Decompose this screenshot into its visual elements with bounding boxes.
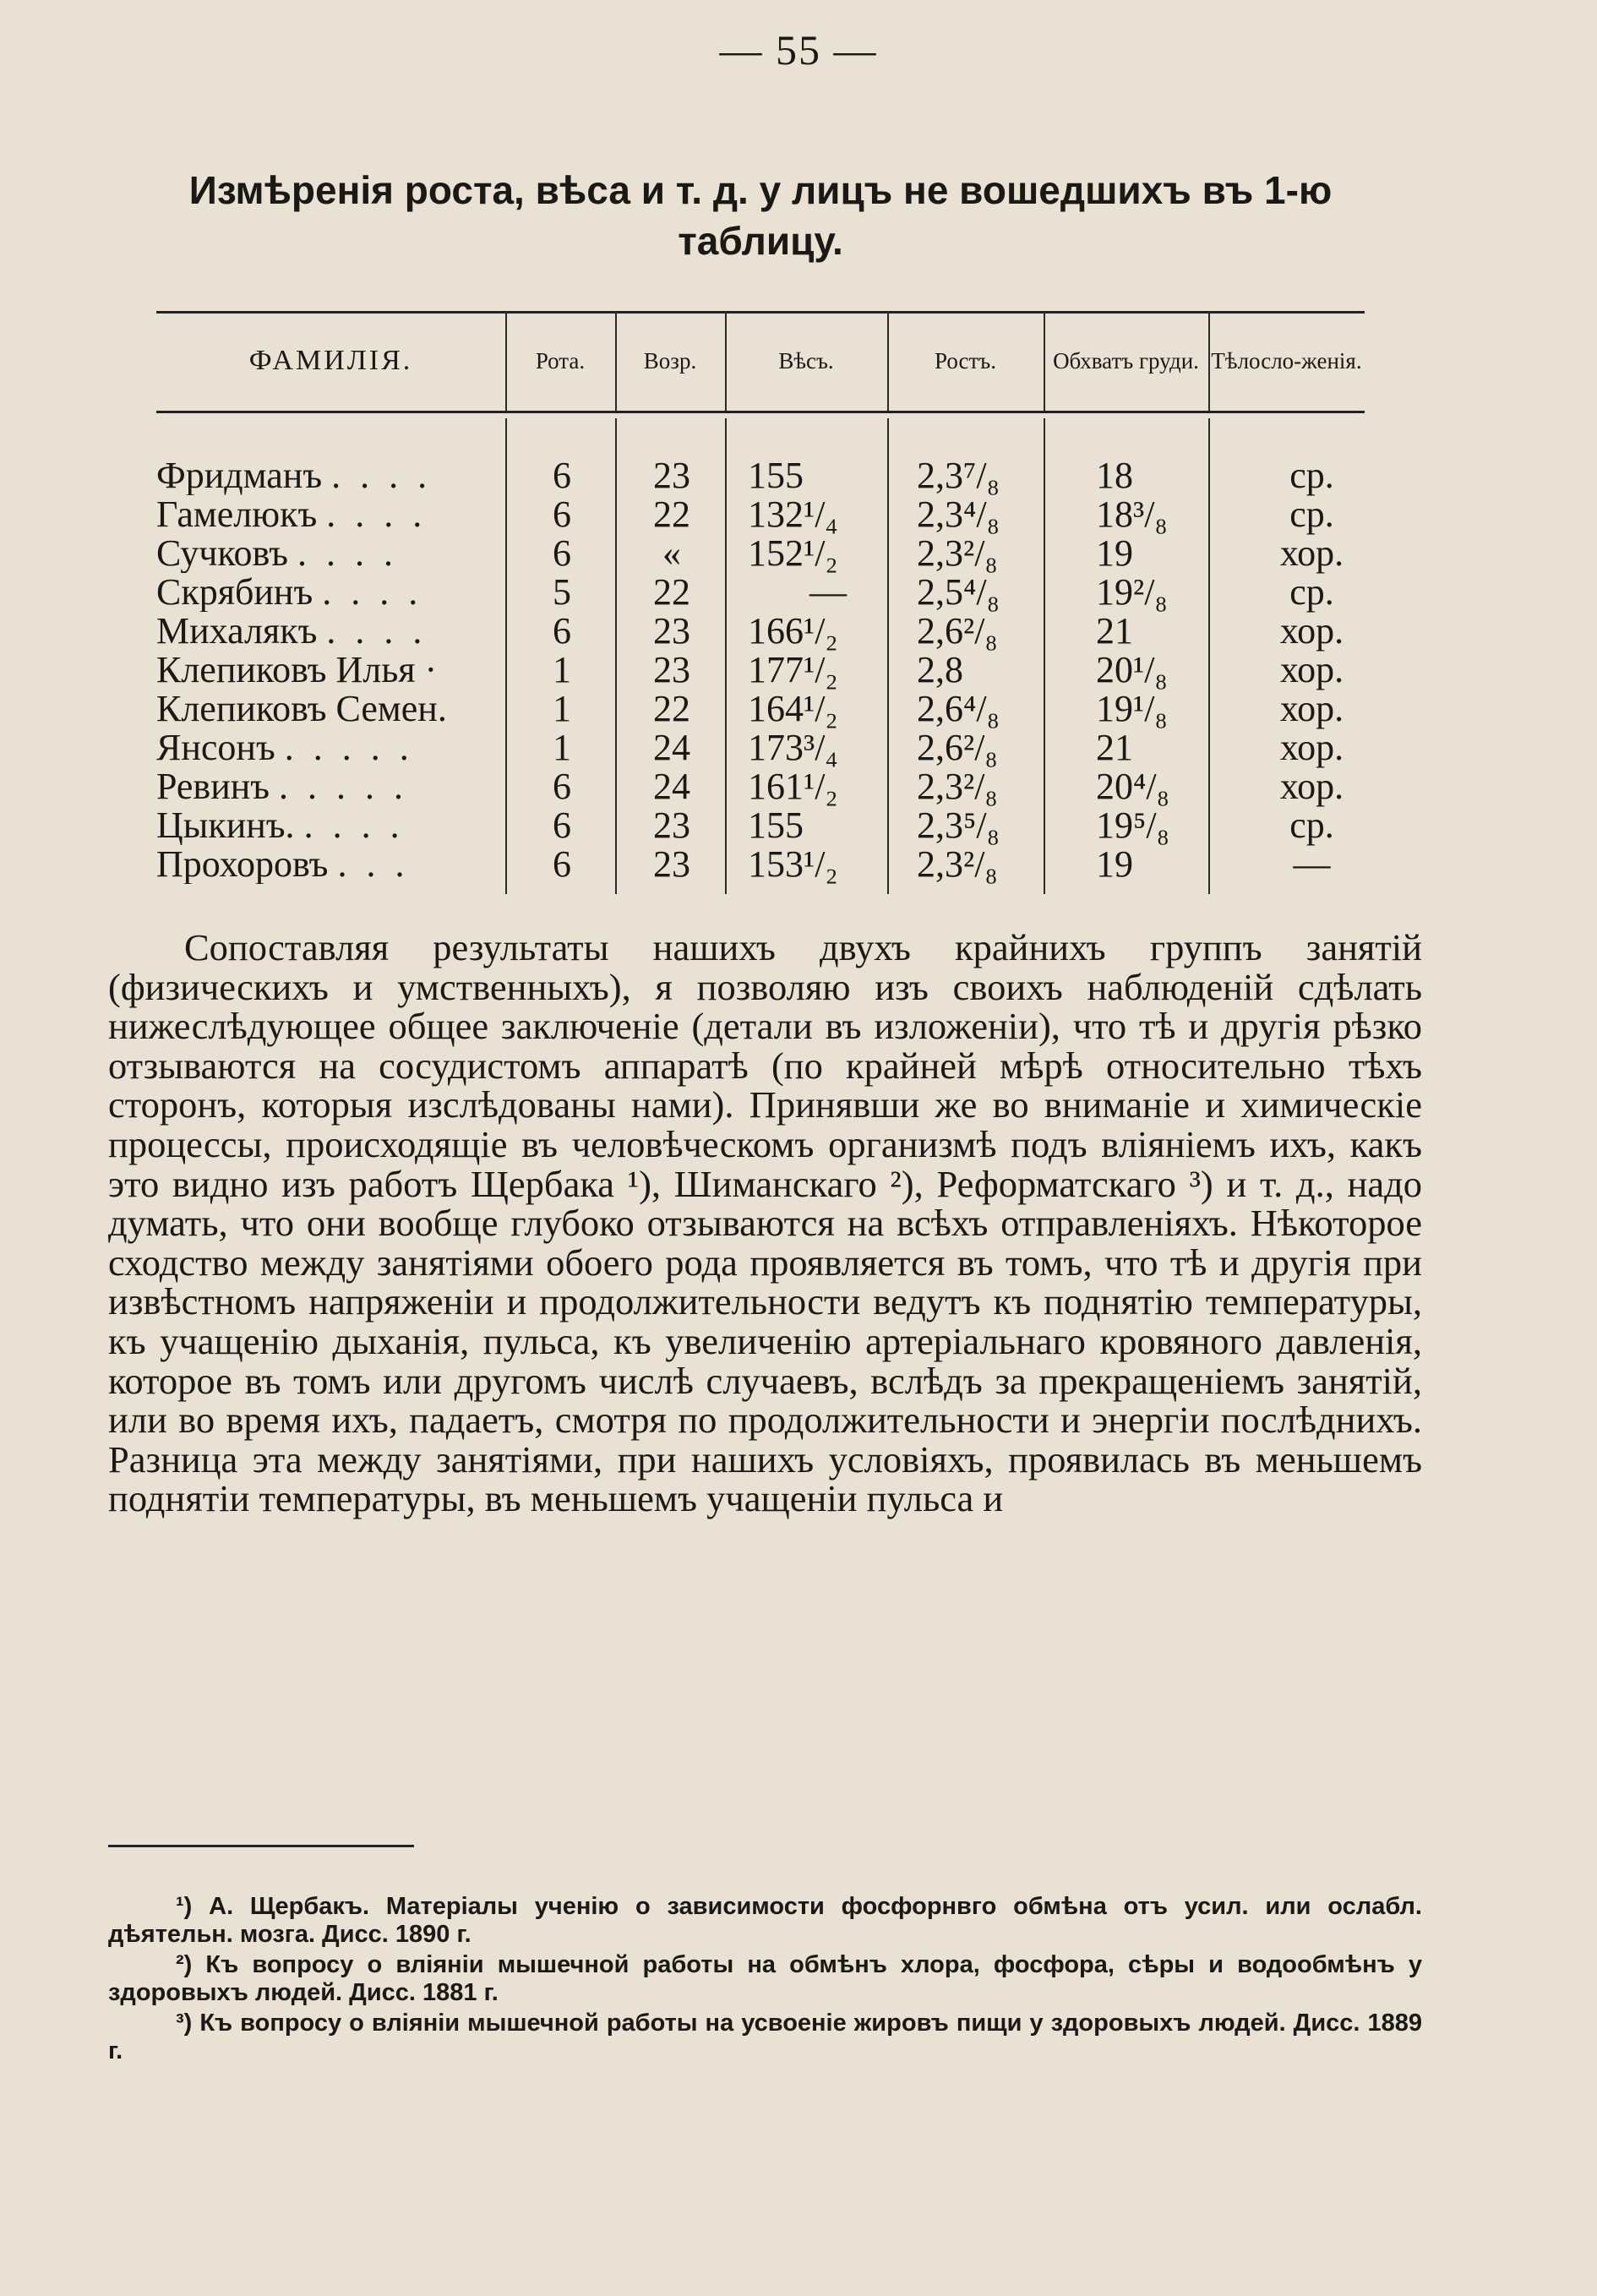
table-row — [156, 806, 1365, 845]
chest-cell: 19⁵/₈ — [1096, 804, 1169, 846]
table-row — [156, 573, 1365, 612]
surname-cell: Михалякъ . . . . — [156, 612, 428, 651]
table-row — [156, 651, 1365, 690]
build-cell: хор. — [1279, 649, 1344, 690]
chest-cell: 19 — [1096, 532, 1133, 574]
paragraph-text: Сопоставляя результаты нашихъ двухъ крайнихъ группъ занятій (физическихъ и умственныхъ), я позволяю изъ своихъ наблюденій сдѣлать нижеслѣдующее общее заключеніе (детали въ изложеніи), что тѣ и другія рѣзко отзываются на сосудистомъ аппаратѣ (по крайней мѣрѣ относительно тѣхъ сторонъ, которыя изслѣдованы нами). Принявши же во вниманіе и химическіе процессы, происходящіе въ человѣческомъ организмѣ подъ вліяніемъ ихъ, какъ это видно изъ работъ Щербака ¹), Шиманскаго ²), Реформатскаго ³) и т. д., надо думать, что они вообще глубоко отзываются на всѣхъ отправленіяхъ. Нѣкоторое сходство между занятіями обоего рода проявляется въ томъ, что тѣ и другія при извѣстномъ напряженіи и продолжительности ведутъ къ поднятію температуры, къ учащенію дыханія, пульса, къ увеличенію артеріальнаго кровяного давленія, которое въ томъ или другомъ числѣ случаевъ, вслѣдъ за прекращеніемъ занятій, или во время ихъ, падаетъ, смотря по продолжительности и энергіи послѣднихъ. Разница эта между занятіями, при нашихъ условіяхъ, проявилась въ меньшемъ поднятіи температуры, въ меньшемъ учащеніи пульса и — [108, 926, 1422, 1520]
weight-cell: 173³/₄ — [748, 727, 838, 768]
surname-cell: Ревинъ . . . . . — [156, 767, 409, 806]
age-cell: 24 — [653, 727, 690, 768]
table-title: Измѣренія роста, вѣса и т. д. у лицъ не вошедшихъ въ 1-ю таблицу. — [188, 168, 1333, 263]
age-cell: 22 — [653, 571, 690, 613]
height-cell: 2,6²/₈ — [917, 610, 998, 652]
weight-cell: 155 — [748, 455, 804, 496]
chest-cell: 20⁴/₈ — [1096, 766, 1169, 807]
height-cell: 2,3⁵/₈ — [917, 804, 1000, 846]
build-cell: — — [1293, 843, 1331, 885]
header-build: Тѣлосло-женія. — [1211, 348, 1362, 374]
footnote-1: ¹) А. Щербакъ. Матеріалы ученію о зависимости фосфорнвго обмѣна отъ усил. или ослабл. дѣятельн. мозга. Дисс. 1890 г. — [108, 1893, 1422, 1948]
weight-cell: 152¹/₂ — [748, 532, 838, 574]
surname-cell: Янсонъ . . . . . — [156, 728, 414, 767]
weight-cell: — — [809, 571, 847, 613]
company-cell: 6 — [553, 843, 571, 885]
weight-cell: 155 — [748, 804, 804, 846]
company-cell: 1 — [553, 688, 571, 729]
surname-cell: Прохоровъ . . . — [156, 845, 410, 884]
surname-cell: Клепиковъ Илья · — [156, 651, 443, 690]
company-cell: 6 — [553, 455, 571, 496]
build-cell: ср. — [1289, 494, 1334, 535]
header-weight: Вѣсъ. — [778, 348, 834, 374]
age-cell: 24 — [653, 766, 690, 807]
build-cell: ср. — [1289, 571, 1334, 613]
height-cell: 2,5⁴/₈ — [917, 571, 1000, 613]
age-cell: 22 — [653, 494, 690, 535]
age-cell: « — [662, 532, 681, 574]
height-cell: 2,3⁴/₈ — [917, 494, 1000, 535]
weight-cell: 153¹/₂ — [748, 843, 838, 885]
chest-cell: 20¹/₈ — [1096, 649, 1168, 690]
chest-cell: 19²/₈ — [1096, 571, 1168, 613]
footnotes — [108, 1893, 1422, 2068]
chest-cell: 21 — [1096, 610, 1133, 652]
company-cell: 1 — [553, 649, 571, 690]
chest-cell: 19¹/₈ — [1096, 688, 1168, 729]
build-cell: хор. — [1279, 532, 1344, 574]
height-cell: 2,6⁴/₈ — [917, 688, 1000, 729]
weight-cell: 161¹/₂ — [748, 766, 838, 807]
footnote-rule — [108, 1845, 414, 1847]
table-row — [156, 534, 1365, 573]
build-cell: хор. — [1279, 610, 1344, 652]
surname-cell: Фридманъ . . . . — [156, 456, 433, 495]
company-cell: 6 — [553, 494, 571, 535]
header-chest: Обхватъ груди. — [1053, 348, 1199, 374]
table-row — [156, 456, 1365, 495]
weight-cell: 164¹/₂ — [748, 688, 838, 729]
header-surname: ФАМИЛІЯ. — [248, 345, 413, 376]
table-row — [156, 612, 1365, 651]
height-cell: 2,3²/₈ — [917, 843, 998, 885]
height-cell: 2,8 — [917, 649, 963, 690]
header-height: Ростъ. — [934, 348, 996, 374]
body-paragraph — [108, 928, 1422, 1519]
company-cell: 6 — [553, 804, 571, 846]
table-row — [156, 728, 1365, 767]
chest-cell: 19 — [1096, 843, 1133, 885]
build-cell: хор. — [1279, 688, 1344, 729]
weight-cell: 132¹/₄ — [748, 494, 838, 535]
age-cell: 23 — [653, 649, 690, 690]
height-cell: 2,3²/₈ — [917, 766, 998, 807]
height-cell: 2,6²/₈ — [917, 727, 998, 768]
surname-cell: Цыкинъ. . . . . — [156, 806, 405, 845]
weight-cell: 177¹/₂ — [748, 649, 838, 690]
company-cell: 6 — [553, 610, 571, 652]
measurements-table — [156, 311, 1365, 894]
surname-cell: Клепиковъ Семен. — [156, 690, 447, 728]
age-cell: 23 — [653, 455, 690, 496]
chest-cell: 18³/₈ — [1096, 494, 1168, 535]
company-cell: 6 — [553, 532, 571, 574]
chest-cell: 21 — [1096, 727, 1133, 768]
table-row — [156, 690, 1365, 728]
age-cell: 23 — [653, 843, 690, 885]
page-number: — 55 — — [719, 26, 878, 74]
age-cell: 22 — [653, 688, 690, 729]
table-row — [156, 767, 1365, 806]
table-header-rule — [156, 411, 1365, 413]
build-cell: ср. — [1289, 804, 1334, 846]
company-cell: 1 — [553, 727, 571, 768]
surname-cell: Скрябинъ . . . . — [156, 573, 423, 612]
surname-cell: Сучковъ . . . . — [156, 534, 398, 573]
table-row — [156, 845, 1365, 884]
age-cell: 23 — [653, 610, 690, 652]
footnote-3: ³) Къ вопросу о вліяніи мышечной работы на усвоеніе жировъ пищи у здоровыхъ людей. Дисс. 1889 г. — [108, 2010, 1422, 2064]
build-cell: ср. — [1289, 455, 1334, 496]
company-cell: 5 — [553, 571, 571, 613]
company-cell: 6 — [553, 766, 571, 807]
age-cell: 23 — [653, 804, 690, 846]
surname-cell: Гамелюкъ . . . . — [156, 495, 428, 534]
table-row — [156, 495, 1365, 534]
height-cell: 2,3²/₈ — [917, 532, 998, 574]
header-company: Рота. — [535, 348, 586, 374]
weight-cell: 166¹/₂ — [748, 610, 838, 652]
build-cell: хор. — [1279, 766, 1344, 807]
footnote-2: ²) Къ вопросу о вліяніи мышечной работы на обмѣнъ хлора, фосфора, сѣры и водообмѣнъ у здоровыхъ людей. Дисс. 1881 г. — [108, 1951, 1422, 2006]
build-cell: хор. — [1279, 727, 1344, 768]
chest-cell: 18 — [1096, 455, 1133, 496]
height-cell: 2,3⁷/₈ — [917, 455, 1000, 496]
header-age: Возр. — [643, 348, 697, 374]
